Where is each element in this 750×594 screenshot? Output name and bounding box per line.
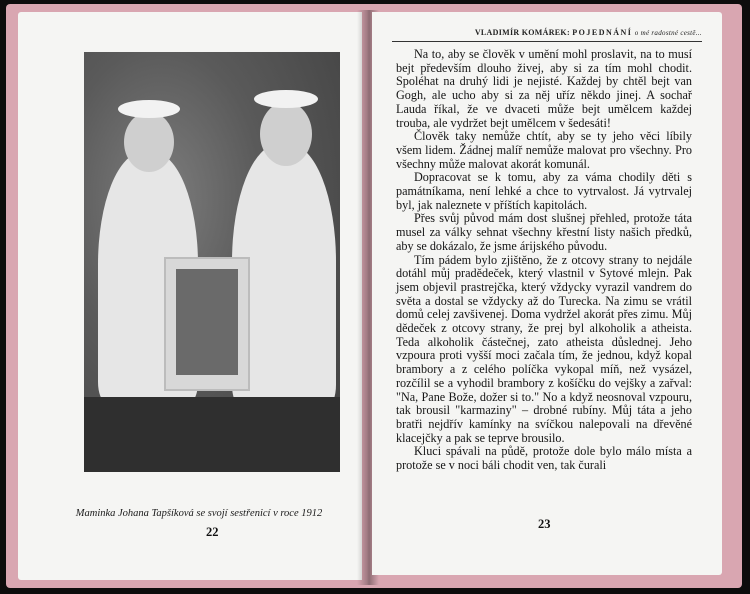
photo-wreath-left	[118, 100, 180, 118]
page-number-left: 22	[206, 525, 219, 539]
photo-head-left	[124, 112, 174, 172]
paragraph: Člověk taky nemůže chtít, aby se ty jeho věci líbily všem lidem. Žádnej malíř nemůže malovat pro všechny. Pro všechny může malovat akorát komunál.	[396, 129, 692, 171]
right-page	[372, 12, 722, 575]
page-number-right: 23	[538, 517, 551, 531]
paragraph: Dopracovat se k tomu, aby za váma chodily děti s památníkama, není lehké a chce to vytrvalost. Já vytrvalej byl, jak naleznete v příštích kapitolách.	[396, 170, 692, 212]
paragraph: Tím pádem bylo zjištěno, že z otcovy strany to nejdále dotáhl můj pradědeček, který vlastnil v Sytové mlejn. Pak jsem objevil prastrejčka, který vždycky vyrazil vandrem do světa a dostal se vždycky až do Turecka. Na zimu se vrátil domů celej zavšivenej. Doma vydržel akorát přes zimu. Můj dědeček z otcovy strany, že prej byl alkoholik a atheista. Teda alkoholik částečnej, zato atheista důslednej. Jeho vzpoura proti vyšší moci začala tím, že jednou, když kopal brambory a z celého políčka vykopal míň, než vysázel, rozčílil se a vyhodil brambory z košíčku do vejšky a zařval: "Na, Pane Bože, dožer si to." No a když neosnoval vzpouru, tak brousil "karmaziny" – drobné rubíny. Můj táta a jeho bratři nejdřív kamínky na svíčkou nalepovali na dřevěné klacejčky a pak se teprve brousilo.	[396, 252, 692, 445]
photo-framed-picture	[164, 257, 250, 391]
body-text	[396, 48, 692, 473]
running-head-title: POJEDNÁNÍ	[572, 28, 633, 37]
vintage-photograph	[84, 52, 340, 472]
photo-wreath-right	[254, 90, 318, 108]
photo-head-right	[260, 102, 312, 166]
photo-caption: Maminka Johana Tapšíková se svojí sestřenicí v roce 1912	[75, 508, 323, 519]
left-page	[18, 12, 362, 580]
header-rule	[392, 41, 702, 42]
paragraph: Kluci spávali na půdě, protože dole bylo málo místa a protože se v noci báli chodit ven, tak čurali	[396, 444, 692, 473]
running-head	[392, 28, 702, 37]
paragraph: Přes svůj původ mám dost slušnej přehled, protože táta musel za války sehnat všechny křestní listy našich předků, aby se dokázalo, že jsme árijského původu.	[396, 211, 692, 253]
running-head-author: VLADIMÍR KOMÁREK:	[474, 28, 570, 37]
photo-floor	[84, 397, 340, 472]
paragraph: Na to, aby se člověk v umění mohl proslavit, na to musí bejt především dlouho živej, aby si za tím mohl chodit. Spoléhat na druhý lidi je nejisté. Každej by chtěl bejt van Gogh, ale ucho aby si za něj uříz někdo jinej. A sochař Lauda říkal, že ve dvaceti může bejt umělcem každej trouba, ale vydržet bejt umělcem v šedesáti!	[396, 47, 692, 130]
running-head-subtitle: o mé radostné cestě...	[634, 29, 702, 37]
